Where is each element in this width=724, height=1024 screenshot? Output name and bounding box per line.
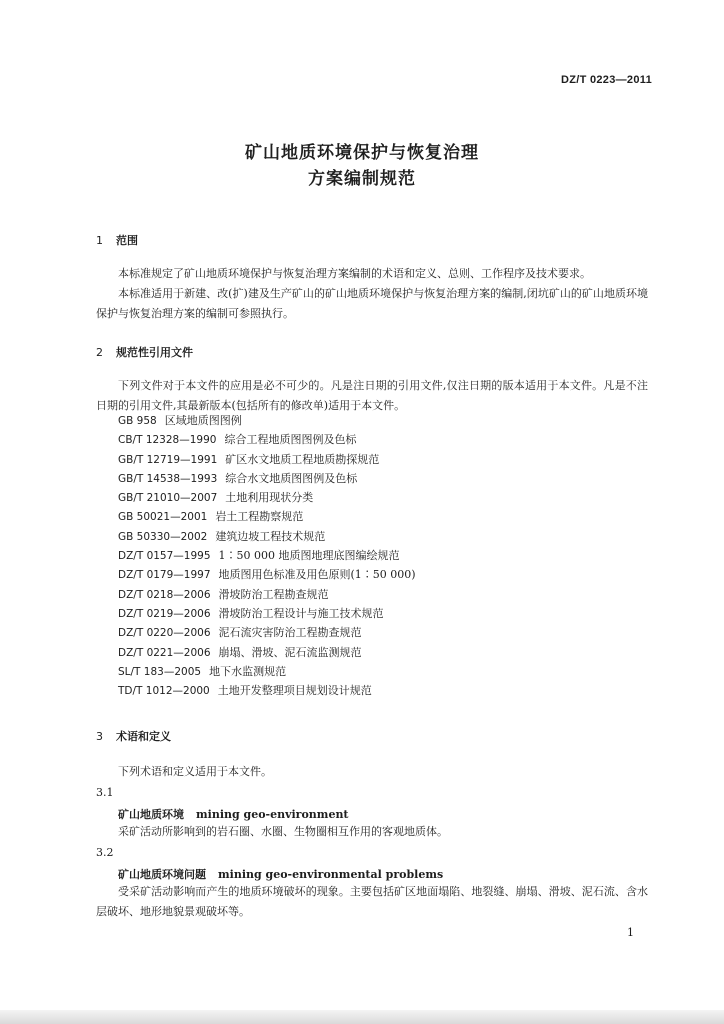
term-1-zh: 矿山地质环境 [118,808,184,821]
standard-code: DZ/T 0223—2011 [560,74,652,86]
section-1-para-1: 本标准规定了矿山地质环境保护与恢复治理方案编制的术语和定义、总则、工作程序及技术要求。 [118,267,591,280]
document-title-line2: 方案编制规范 [308,169,416,189]
document-title-line1: 矿山地质环境保护与恢复治理 [245,143,479,163]
term-2-heading [118,866,443,882]
page-number: 1 [627,926,634,939]
section-2-number: 2 [96,346,103,359]
reference-item: DZ/T 0157—1995 1∶50 000 地质图地理底图编绘规范 [118,549,400,563]
reference-item: DZ/T 0221—2006 崩塌、滑坡、泥石流监测规范 [118,645,362,659]
term-2-zh: 矿山地质环境问题 [118,868,206,881]
reference-item: GB 50021—2001 岩土工程勘察规范 [118,510,304,524]
section-3-title: 术语和定义 [116,730,171,743]
reference-item: GB/T 14538—1993 综合水文地质图图例及色标 [118,471,358,485]
section-1-para-2: 本标准适用于新建、改(扩)建及生产矿山的矿山地质环境保护与恢复治理方案的编制,闭坑矿山的矿山地质环境保护与恢复治理方案的编制可参照执行。 [96,287,648,320]
reference-item: TD/T 1012—2000 土地开发整理项目规划设计规范 [118,684,372,698]
reference-item: DZ/T 0219—2006 滑坡防治工程设计与施工技术规范 [118,606,384,620]
reference-item: CB/T 12328—1990 综合工程地质图图例及色标 [118,433,357,447]
section-3-intro: 下列术语和定义适用于本文件。 [118,765,272,778]
term-1-en: mining geo-environment [196,808,349,821]
reference-list [118,412,416,701]
section-3-heading [96,728,171,744]
reference-item: DZ/T 0218—2006 滑坡防治工程勘查规范 [118,587,329,601]
section-1-title: 范围 [116,234,138,247]
reference-item: GB/T 21010—2007 土地利用现状分类 [118,491,314,505]
section-1-heading [96,232,138,248]
section-1-number: 1 [96,234,103,247]
section-3-number: 3 [96,730,103,743]
reference-item: GB 958 区域地质图图例 [118,414,242,427]
section-2-intro: 下列文件对于本文件的应用是必不可少的。凡是注日期的引用文件,仅注日期的版本适用于本文件。凡是不注日期的引用文件,其最新版本(包括所有的修改单)适用于本文件。 [96,379,648,412]
reference-item: DZ/T 0179—1997 地质图用色标准及用色原则(1∶50 000) [118,568,416,582]
term-2-number: 3.2 [96,846,114,859]
reference-item: DZ/T 0220—2006 泥石流灾害防治工程勘查规范 [118,626,362,640]
scan-edge [0,1010,724,1024]
term-1-number: 3.1 [96,786,114,799]
term-1-heading [118,806,349,822]
term-2-en: mining geo-environmental problems [218,868,444,881]
section-2-heading [96,344,193,360]
reference-item: GB 50330—2002 建筑边坡工程技术规范 [118,529,326,543]
reference-item: GB/T 12719—1991 矿区水文地质工程地质勘探规范 [118,452,380,466]
term-2-definition: 受采矿活动影响而产生的地质环境破坏的现象。主要包括矿区地面塌陷、地裂缝、崩塌、滑坡、泥石流、含水层破坏、地形地貌景观破坏等。 [96,885,648,918]
section-2-title: 规范性引用文件 [116,346,193,359]
term-1-definition: 采矿活动所影响到的岩石圈、水圈、生物圈相互作用的客观地质体。 [118,825,448,838]
reference-item: SL/T 183—2005 地下水监测规范 [118,664,287,678]
